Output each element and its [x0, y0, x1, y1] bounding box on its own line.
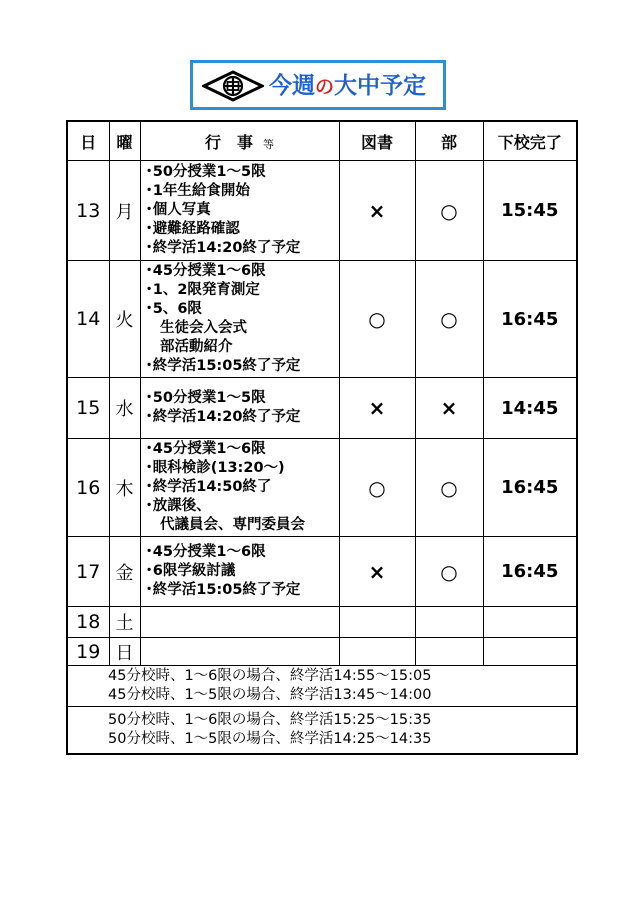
table-row	[67, 261, 577, 378]
event-item: ･個人写真	[145, 202, 211, 218]
events-cell	[140, 638, 339, 666]
table-row	[67, 607, 577, 638]
note-line: 45分校時、1～6限の場合、終学活14:55～15:05	[108, 668, 432, 684]
page-title: 今週の大中予定	[269, 73, 427, 99]
library-cell: ×	[339, 537, 415, 607]
notes-block-1	[67, 666, 577, 707]
weekday-cell: 日	[109, 638, 140, 666]
event-item: ･6限学級討議	[145, 563, 236, 579]
dismissal-cell	[483, 638, 577, 666]
notes-block-2	[67, 707, 577, 755]
events-cell	[140, 537, 339, 607]
events-cell	[140, 261, 339, 378]
header-events: 行 事 等	[140, 121, 339, 161]
weekday-cell: 月	[109, 161, 140, 261]
event-item: ･終学活14:50終了	[145, 479, 272, 495]
day-cell: 15	[67, 378, 109, 439]
event-item: ･終学活15:05終了予定	[145, 582, 301, 598]
table-row	[67, 638, 577, 666]
dismissal-cell: 16:45	[483, 439, 577, 537]
event-item: 部活動紹介	[145, 339, 233, 355]
header-day: 日	[67, 121, 109, 161]
events-cell	[140, 439, 339, 537]
note-line: 45分校時、1～5限の場合、終学活13:45～14:00	[108, 687, 432, 703]
library-cell: ×	[339, 161, 415, 261]
table-row	[67, 537, 577, 607]
weekday-cell: 木	[109, 439, 140, 537]
club-cell: ○	[415, 537, 483, 607]
dismissal-cell	[483, 607, 577, 638]
library-cell: ○	[339, 439, 415, 537]
club-cell: ×	[415, 378, 483, 439]
header-weekday: 曜	[109, 121, 140, 161]
weekday-cell: 水	[109, 378, 140, 439]
table-row	[67, 161, 577, 261]
club-cell: ○	[415, 261, 483, 378]
page-title-box	[190, 60, 446, 110]
events-cell	[140, 378, 339, 439]
library-cell	[339, 607, 415, 638]
events-cell	[140, 161, 339, 261]
dismissal-cell: 16:45	[483, 261, 577, 378]
day-cell: 14	[67, 261, 109, 378]
day-cell: 19	[67, 638, 109, 666]
library-cell: ○	[339, 261, 415, 378]
event-item: 生徒会入会式	[145, 320, 247, 336]
event-item: ･終学活14:20終了予定	[145, 240, 301, 256]
table-header-row	[67, 121, 577, 161]
event-item: ･5、6限	[145, 301, 202, 317]
event-item: ･放課後、	[145, 498, 211, 514]
dismissal-cell: 14:45	[483, 378, 577, 439]
notes-row-2	[67, 707, 577, 755]
notes-row-1	[67, 666, 577, 707]
header-dismissal: 下校完了	[483, 121, 577, 161]
table-row	[67, 439, 577, 537]
event-item: ･45分授業1～6限	[145, 544, 266, 560]
weekday-cell: 金	[109, 537, 140, 607]
library-cell: ×	[339, 378, 415, 439]
school-logo-icon	[202, 70, 264, 106]
event-item: 代議員会、専門委員会	[145, 517, 305, 533]
table-row	[67, 378, 577, 439]
event-item: ･1年生給食開始	[145, 183, 250, 199]
schedule-table	[66, 120, 578, 755]
day-cell: 17	[67, 537, 109, 607]
club-cell	[415, 607, 483, 638]
club-cell: ○	[415, 161, 483, 261]
event-item: ･45分授業1～6限	[145, 263, 266, 279]
event-item: ･終学活15:05終了予定	[145, 358, 301, 374]
weekday-cell: 土	[109, 607, 140, 638]
event-item: ･1、2限発育測定	[145, 282, 260, 298]
note-line: 50分校時、1～5限の場合、終学活14:25～14:35	[108, 731, 432, 747]
events-cell	[140, 607, 339, 638]
event-item: ･50分授業1～5限	[145, 164, 266, 180]
club-cell	[415, 638, 483, 666]
day-cell: 18	[67, 607, 109, 638]
dismissal-cell: 16:45	[483, 537, 577, 607]
day-cell: 16	[67, 439, 109, 537]
event-item: ･終学活14:20終了予定	[145, 409, 301, 425]
day-cell: 13	[67, 161, 109, 261]
library-cell	[339, 638, 415, 666]
event-item: ･避難経路確認	[145, 221, 240, 237]
event-item: ･45分授業1～6限	[145, 441, 266, 457]
note-line: 50分校時、1～6限の場合、終学活15:25～15:35	[108, 712, 432, 728]
weekday-cell: 火	[109, 261, 140, 378]
event-item: ･50分授業1～5限	[145, 390, 266, 406]
club-cell: ○	[415, 439, 483, 537]
event-item: ･眼科検診(13:20～)	[145, 460, 285, 476]
header-club: 部	[415, 121, 483, 161]
header-library: 図書	[339, 121, 415, 161]
dismissal-cell: 15:45	[483, 161, 577, 261]
